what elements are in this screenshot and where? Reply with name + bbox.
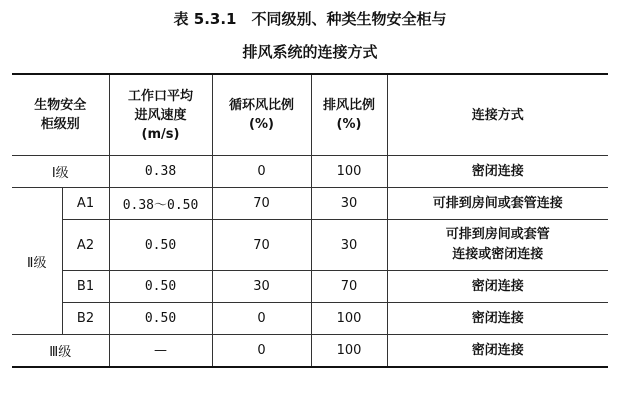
connection-cell: 密闭连接 bbox=[387, 156, 608, 188]
header-connection: 连接方式 bbox=[387, 74, 608, 156]
recirc-cell: 70 bbox=[212, 188, 311, 220]
inflow-cell: 0.38 bbox=[109, 156, 212, 188]
exhaust-cell: 70 bbox=[311, 271, 387, 303]
grade-cell: Ⅲ级 bbox=[12, 335, 109, 368]
table-title-line1: 表 5.3.1 不同级别、种类生物安全柜与 bbox=[173, 10, 447, 28]
exhaust-cell: 30 bbox=[311, 188, 387, 220]
connection-cell: 可排到房间或套管 连接或密闭连接 bbox=[387, 220, 608, 271]
table-row bbox=[12, 220, 608, 271]
inflow-cell: 0.50 bbox=[109, 303, 212, 335]
grade-cell: Ⅱ级 bbox=[12, 188, 62, 335]
recirc-cell: 0 bbox=[212, 156, 311, 188]
type-cell: A1 bbox=[62, 188, 109, 220]
exhaust-cell: 100 bbox=[311, 303, 387, 335]
header-inflow: 工作口平均 进风速度 (m/s) bbox=[109, 74, 212, 156]
exhaust-cell: 30 bbox=[311, 220, 387, 271]
table-title-line2: 排风系统的连接方式 bbox=[242, 43, 378, 61]
header-row bbox=[12, 74, 608, 156]
header-exhaust: 排风比例 (%) bbox=[311, 74, 387, 156]
type-cell: B2 bbox=[62, 303, 109, 335]
inflow-cell: 0.50 bbox=[109, 271, 212, 303]
connection-cell: 可排到房间或套管连接 bbox=[387, 188, 608, 220]
table-row bbox=[12, 188, 608, 220]
connection-cell: 密闭连接 bbox=[387, 271, 608, 303]
recirc-cell: 0 bbox=[212, 303, 311, 335]
biosafety-cabinet-table bbox=[12, 73, 608, 368]
recirc-cell: 30 bbox=[212, 271, 311, 303]
table-row bbox=[12, 335, 608, 368]
table-row bbox=[12, 303, 608, 335]
grade-cell: Ⅰ级 bbox=[12, 156, 109, 188]
exhaust-cell: 100 bbox=[311, 335, 387, 368]
type-cell: A2 bbox=[62, 220, 109, 271]
connection-cell: 密闭连接 bbox=[387, 335, 608, 368]
connection-cell: 密闭连接 bbox=[387, 303, 608, 335]
table-row bbox=[12, 271, 608, 303]
inflow-cell: — bbox=[109, 335, 212, 368]
recirc-cell: 70 bbox=[212, 220, 311, 271]
inflow-cell: 0.38～0.50 bbox=[109, 188, 212, 220]
header-grade: 生物安全 柜级别 bbox=[12, 74, 109, 156]
inflow-cell: 0.50 bbox=[109, 220, 212, 271]
table-row bbox=[12, 156, 608, 188]
header-recirc: 循环风比例 (%) bbox=[212, 74, 311, 156]
exhaust-cell: 100 bbox=[311, 156, 387, 188]
type-cell: B1 bbox=[62, 271, 109, 303]
recirc-cell: 0 bbox=[212, 335, 311, 368]
